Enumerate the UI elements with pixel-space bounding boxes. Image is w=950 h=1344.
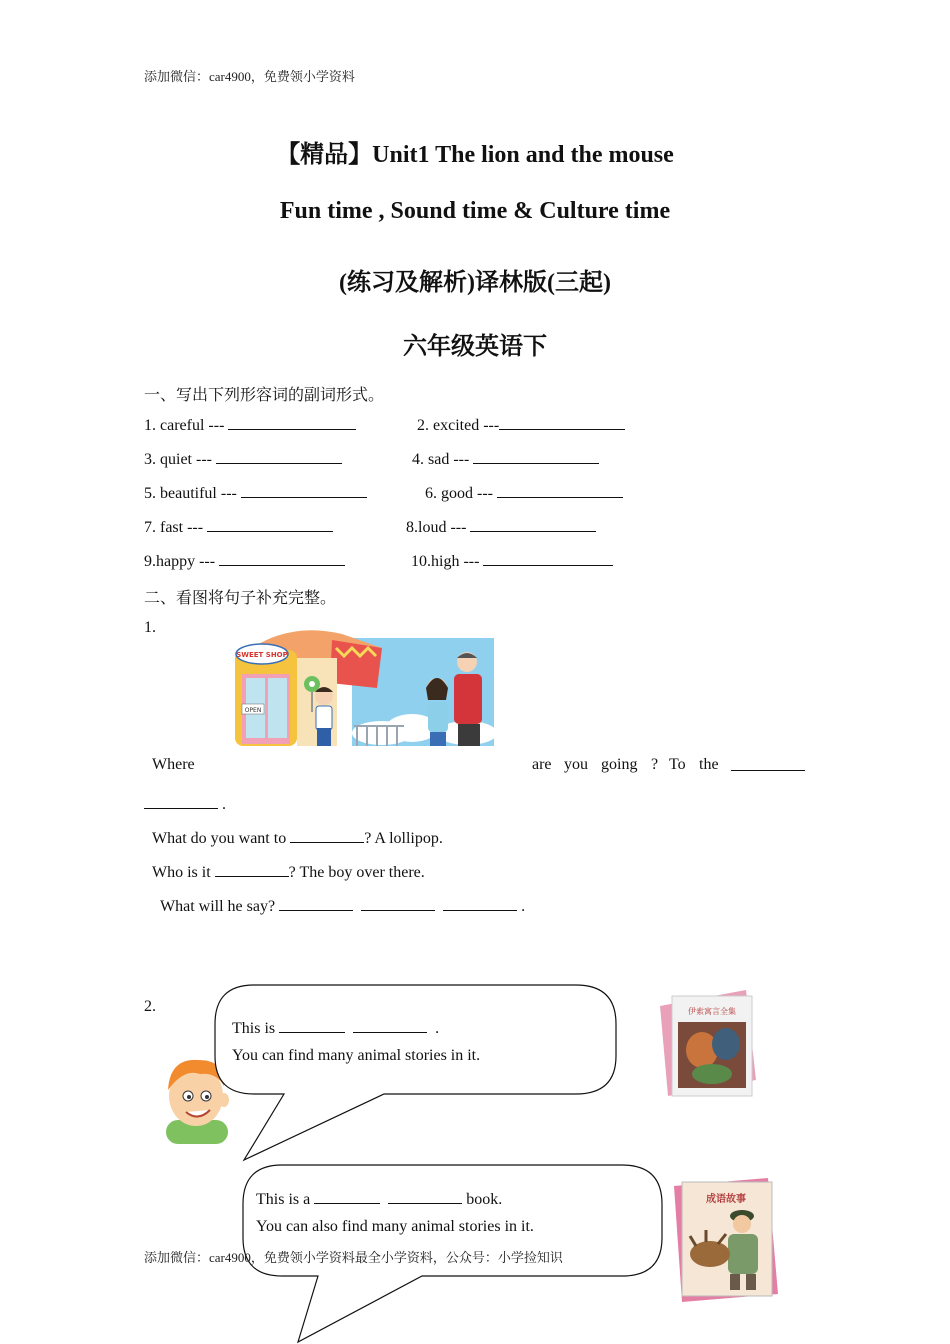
- answer-blank: [215, 862, 289, 877]
- answer-blank: [731, 756, 805, 771]
- exercise-item: 4. sad ---: [412, 449, 599, 469]
- title-line-3: (练习及解析)译林版(三起): [339, 270, 611, 296]
- exercise-item: 8.loud ---: [406, 517, 596, 537]
- answer-blank: [314, 1189, 380, 1204]
- exercise-item: 3. quiet ---: [144, 449, 342, 469]
- shop-sign: SWEET SHOP: [236, 651, 288, 659]
- idiom-book-cover: [672, 1176, 780, 1306]
- answer-blank: [216, 449, 342, 464]
- answer-blank: [361, 896, 435, 911]
- q1-word: the: [699, 756, 719, 773]
- open-sign: OPEN: [244, 707, 262, 714]
- speech-bubble-1: [214, 984, 618, 1164]
- answer-blank: [241, 483, 367, 498]
- bubble1-line1: This is .: [232, 1020, 440, 1037]
- bubble2-line2: You can also find many animal stories in it.: [256, 1218, 534, 1235]
- answer-blank: [228, 415, 356, 430]
- book1-title: 伊索寓言全集: [688, 1007, 736, 1016]
- header-text: 添加微信：car4900，免费领小学资料: [144, 69, 355, 84]
- exercise-item: 2. excited ---: [417, 415, 625, 435]
- footer-text: 添加微信：car4900，免费领小学资料最全小学资料，公众号：小学捡知识: [144, 1250, 563, 1265]
- question-number: 1.: [144, 619, 156, 636]
- exercise-item: 10.high ---: [411, 551, 613, 571]
- q1-line4: What will he say? .: [160, 898, 526, 915]
- q1-line1-start: Where: [152, 756, 195, 773]
- section1-heading: 一、写出下列形容词的副词形式。: [144, 387, 385, 404]
- answer-blank-wrap: [731, 756, 805, 776]
- q1-word: you: [564, 756, 588, 773]
- q1-line3: Who is it ? The boy over there.: [152, 864, 425, 881]
- question-number: 2.: [144, 998, 156, 1015]
- title-line-2: Fun time , Sound time & Culture time: [279, 198, 671, 224]
- answer-blank: [144, 794, 218, 809]
- answer-blank: [499, 415, 625, 430]
- answer-blank: [290, 828, 364, 843]
- exercise-item: 9.happy ---: [144, 551, 345, 571]
- answer-blank: [207, 517, 333, 532]
- answer-blank: [388, 1189, 462, 1204]
- answer-blank: [443, 896, 517, 911]
- answer-blank: [497, 483, 623, 498]
- exercise-item: 5. beautiful ---: [144, 483, 367, 503]
- answer-blank: [219, 551, 345, 566]
- section2-heading: 二、看图将句子补充完整。: [144, 590, 337, 607]
- title-line-4: 六年级英语下: [403, 334, 547, 360]
- answer-blank: [353, 1018, 427, 1033]
- bubble1-line2: You can find many animal stories in it.: [232, 1047, 481, 1064]
- exercise-item: 7. fast ---: [144, 517, 333, 537]
- q1-word: To: [669, 756, 686, 773]
- title-line-1: 【精品】Unit1 The lion and the mouse: [276, 142, 674, 168]
- answer-blank: [470, 517, 596, 532]
- answer-blank: [279, 896, 353, 911]
- q1-line1-continued: .: [144, 794, 226, 814]
- q1-word: ?: [651, 756, 659, 773]
- exercise-item: 1. careful ---: [144, 415, 356, 435]
- q1-word: are: [532, 756, 552, 773]
- answer-blank: [279, 1018, 345, 1033]
- q1-line2: What do you want to ? A lollipop.: [152, 830, 443, 847]
- fable-book-cover: [658, 988, 758, 1100]
- answer-blank: [473, 449, 599, 464]
- bubble2-line1: This is a book.: [256, 1191, 503, 1208]
- answer-blank: [483, 551, 613, 566]
- book2-title: 成语故事: [706, 1194, 746, 1205]
- sweet-shop-picture: [232, 628, 496, 748]
- exercise-item: 6. good ---: [425, 483, 623, 503]
- q1-word: going: [601, 756, 638, 773]
